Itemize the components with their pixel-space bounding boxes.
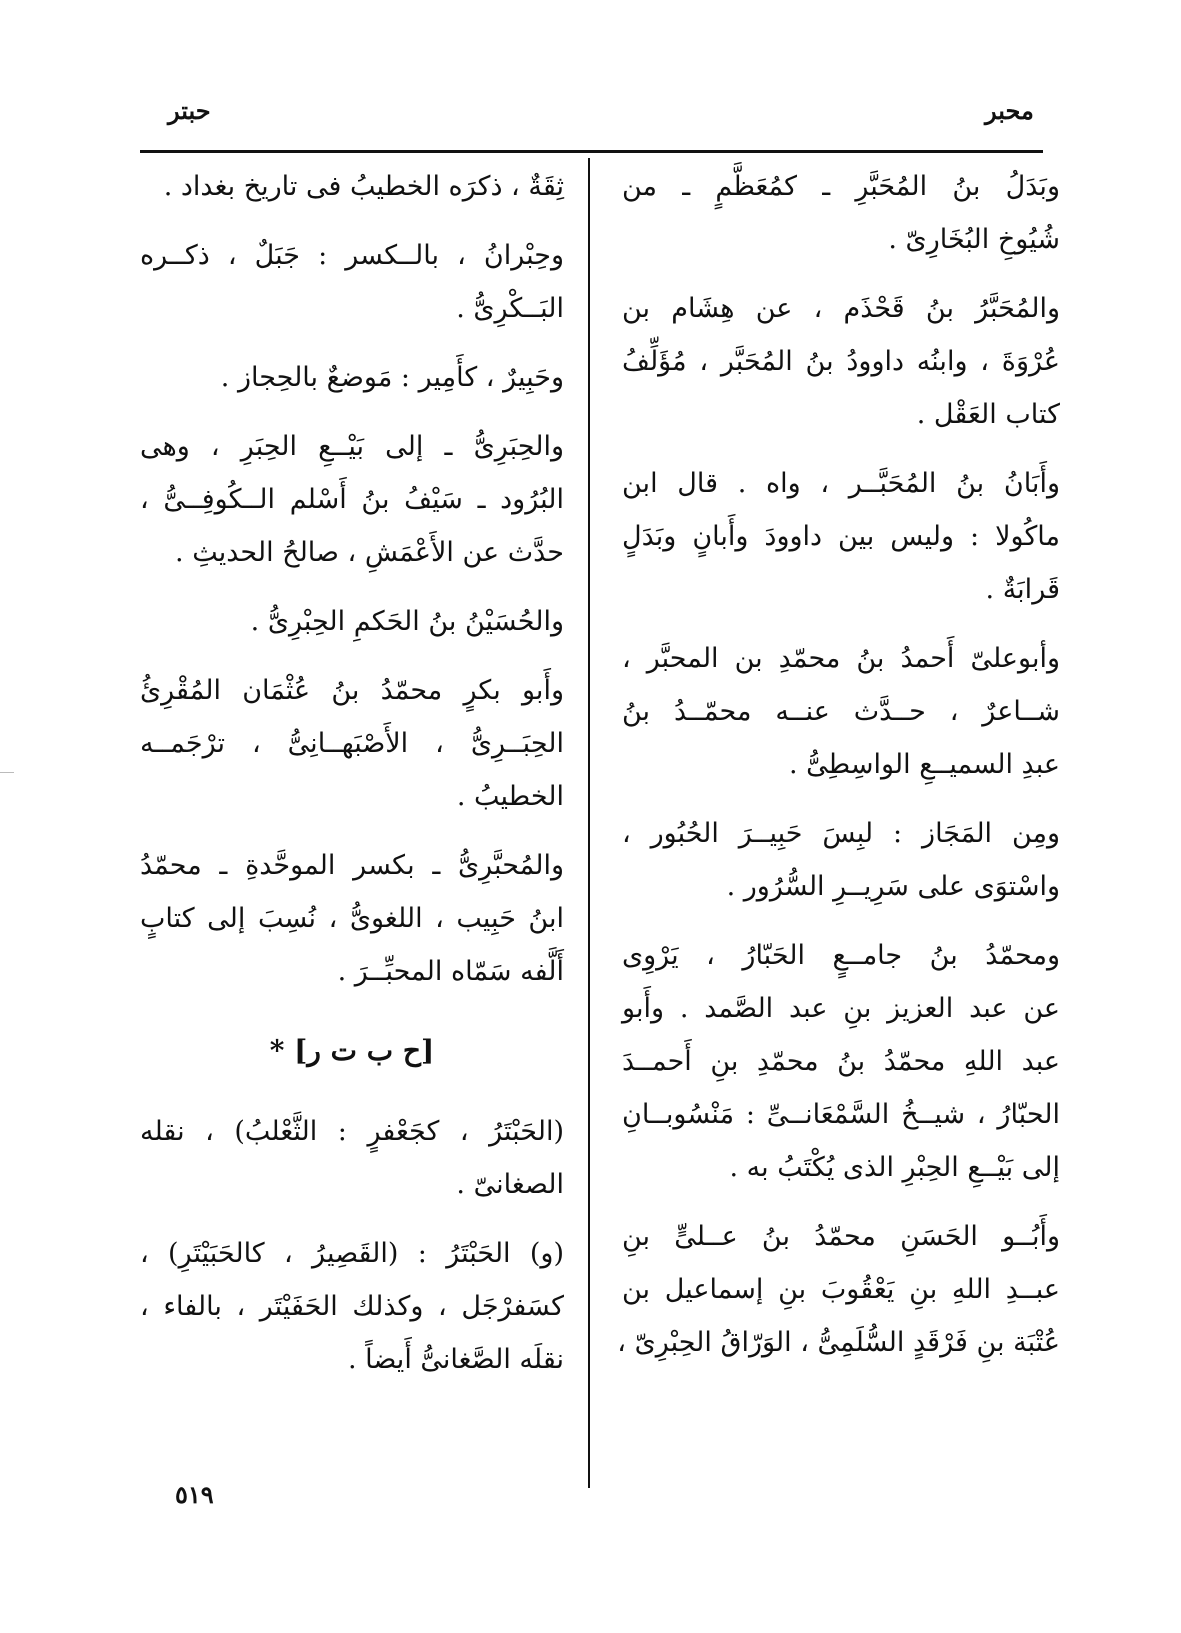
margin-mark	[0, 772, 14, 773]
entry-paragraph	[140, 351, 564, 404]
entry-line: (و) الحَبْتَرُ : (القَصِيرُ ، كالحَبَيْتَرِ) ،	[140, 1238, 564, 1269]
entry-line: والحُسَيْنُ بنُ الحَكمِ الحِبْرِىُّ .	[250, 606, 564, 637]
entry-paragraph	[140, 664, 564, 823]
entry-line: عبــدِ اللهِ بنِ يَعْقُوبَ بنِ إسماعيل بن	[622, 1274, 1060, 1305]
entry-line: عن عبد العزيز بنِ عبد الصَّمد . وأَبو	[622, 993, 1060, 1024]
entry-line: البَــكْرِىُّ .	[456, 293, 564, 324]
entry-paragraph	[622, 282, 1060, 441]
entry-paragraph	[140, 1105, 564, 1211]
entry-line: والمُحبَّرِىُّ ـ بكسر الموحَّدةِ ـ محمّدُ	[140, 850, 564, 881]
entry-paragraph	[140, 160, 564, 213]
entry-line: واسْتوَى على سَرِيــرِ السُّرُور .	[726, 871, 1060, 902]
entry-line: وحِبْرانُ ، بالــكسر : جَبَلٌ ، ذكــره	[140, 240, 564, 271]
header-entry-word-left: حبتر	[168, 96, 211, 125]
entry-line: وأبوعلىّ أَحمدُ بنُ محمّدِ بن المحبَّر ،	[622, 643, 1060, 674]
entry-line: وأَبو بكرٍ محمّدُ بنُ عُثْمَان المُقْرِئُ	[140, 675, 564, 706]
entry-line: الحِبَــرِىُّ ، الأَصْبَهــانِىُّ ، ترْجَمــه	[140, 728, 564, 759]
right-text-column	[617, 160, 1060, 1385]
entry-paragraph	[140, 229, 564, 335]
entry-line: كسَفرْجَل ، وكذلك الحَفَيْتَر ، بالفاء ،	[140, 1291, 564, 1322]
entry-line: وبَدَلُ بنُ المُحَبَّرِ ـ كمُعَظَّمٍ ـ من	[622, 171, 1060, 202]
entry-line: البُرُود ـ سَيْفُ بنُ أَسْلم الــكُوفِــىُّ ،	[140, 484, 564, 515]
entry-paragraph	[140, 1227, 564, 1386]
entry-line: عُرْوَةَ ، وابنُه داوودُ بنُ المُحَبَّر ، مُؤَلِّفُ	[622, 346, 1060, 377]
page-number: ٥١٩	[175, 1480, 214, 1509]
entry-line: قَرابَةٌ .	[985, 574, 1060, 605]
entry-line: ثِقَةٌ ، ذكرَه الخطيبُ فى تاريخ بغداد .	[163, 171, 564, 202]
entry-line: شــاعرٌ ، حــدَّث عنــه محمّــدُ بنُ	[622, 696, 1060, 727]
entry-line: كتاب العَقْل .	[916, 399, 1060, 430]
header-entry-word-right: محبر	[985, 96, 1034, 125]
entry-paragraph	[622, 160, 1060, 266]
entry-line: نقلَه الصَّغانىُّ أَيضاً .	[348, 1344, 564, 1375]
entry-line: ابنُ حَبِيب ، اللغوىُّ ، نُسِبَ إلى كتابٍ	[140, 903, 564, 934]
entry-paragraph	[140, 595, 564, 648]
header-rule	[140, 150, 1043, 153]
entry-line: (الحَبْتَرُ ، كجَعْفرٍ : الثَّعْلبُ) ، نقله	[140, 1116, 564, 1147]
entry-line: إلى بَيْــعِ الحِبْرِ الذى يُكْتَبُ به .	[729, 1152, 1060, 1183]
root-section-heading: [ح ب ت ر] *	[269, 1034, 435, 1067]
entry-line: الخطيبُ .	[456, 781, 564, 812]
entry-line: ومِن المَجَاز : لبِسَ حَبِيــرَ الحُبُور ،	[622, 818, 1060, 849]
entry-paragraph	[622, 929, 1060, 1194]
entry-line: أَلَّفه سَمّاه المحبِّــرَ .	[337, 956, 564, 987]
entry-line: ومحمّدُ بنُ جامــعٍ الحَبّارُ ، يَرْوِى	[622, 940, 1060, 971]
entry-line: عبد اللهِ محمّدُ بنُ محمّدِ بنِ أَحمــدَ	[622, 1046, 1060, 1077]
entry-paragraph	[617, 1210, 1060, 1369]
entry-line: الحبّارُ ، شيــخُ السَّمْعَانــىِّ : مَنْسُوبــانِ	[622, 1099, 1060, 1130]
entry-line: وأَبَانُ بنُ المُحَبَّــر ، واه . قال ابن	[622, 468, 1060, 499]
left-text-column	[140, 160, 564, 1402]
column-divider	[588, 158, 590, 1488]
entry-line: عُتْبَة بنِ فَرْقَدٍ السُّلَمِىُّ ، الوَرّاقُ الحِبْرِىّ ،	[617, 1327, 1060, 1358]
entry-line: وحَبِيرٌ ، كأَمِير : مَوضعٌ بالحِجاز .	[220, 362, 564, 393]
entry-line: والمُحَبَّرُ بنُ قَحْذَم ، عن هِشَام بن	[622, 293, 1060, 324]
entry-line: شُيُوخِ البُخَارِىّ .	[888, 224, 1060, 255]
entry-line: الصغانىّ .	[456, 1169, 564, 1200]
entry-line: ماكُولا : وليس بين داوودَ وأَبانٍ وبَدَلٍ	[622, 521, 1060, 552]
entry-line: حدَّث عن الأَعْمَشِ ، صالحُ الحديثِ .	[175, 537, 564, 568]
entry-line: عبدِ السميــعِ الواسِطِىُّ .	[789, 749, 1060, 780]
entry-paragraph	[622, 807, 1060, 913]
entry-paragraph	[622, 632, 1060, 791]
entry-paragraph	[140, 839, 564, 998]
entry-line: وأَبُــو الحَسَنِ محمّدُ بنُ عــلىٍّ بنِ	[622, 1221, 1060, 1252]
entry-paragraph	[622, 457, 1060, 616]
entry-paragraph	[140, 420, 564, 579]
entry-line: والحِبَرِىُّ ـ إلى بَيْــعِ الحِبَرِ ، وهى	[140, 431, 564, 462]
